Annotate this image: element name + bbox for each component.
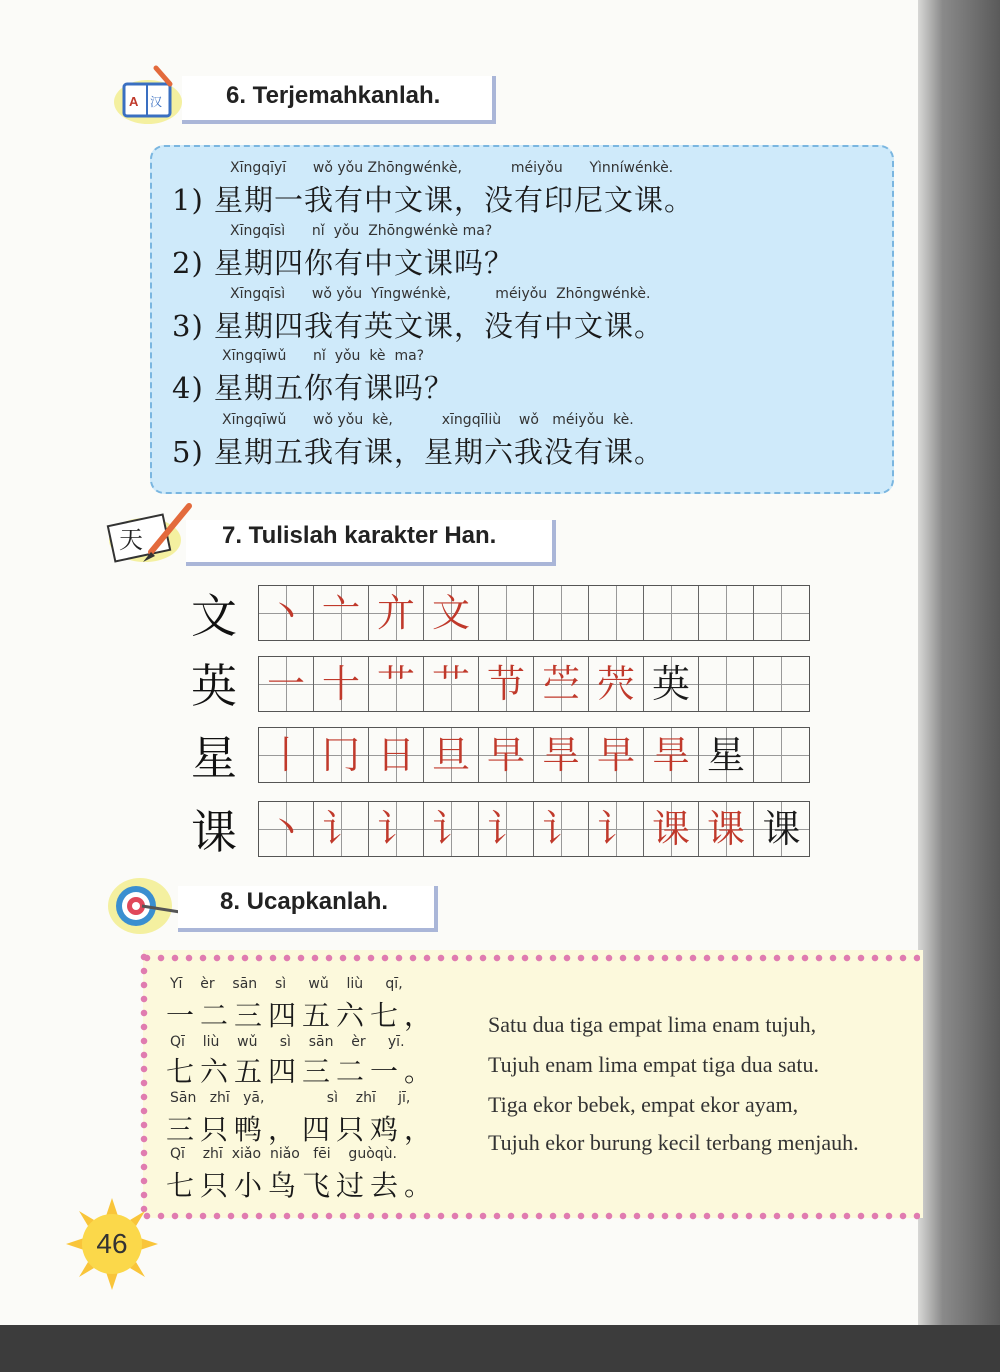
dotted-border-bottom [140, 1212, 920, 1220]
target-icon [106, 874, 184, 938]
translate-sentence-5: 5) 星期五我有课，星期六我没有课。 [172, 435, 664, 469]
translate-pinyin-2: Xīngqīsì nǐ yǒu Zhōngwénkè ma? [230, 223, 493, 239]
section-6-title: 6. Terjemahkanlah. [226, 82, 441, 109]
song-hanzi-1: 一二三四五六七， [166, 999, 439, 1032]
translate-sentence-1: 1) 星期一我有中文课，没有印尼文课。 [172, 183, 694, 217]
writing-char-2: 英 [191, 659, 237, 713]
svg-text:汉: 汉 [150, 95, 163, 109]
grid-cell: 课 [644, 802, 699, 856]
song-pinyin-1: Yī èr sān sì wǔ liù qī, [170, 976, 403, 992]
song-translation-2: Tujuh enam lima empat tiga dua satu. [488, 1052, 819, 1077]
section-8-title: 8. Ucapkanlah. [220, 888, 389, 915]
grid-cell: 日 [369, 728, 424, 782]
song-hanzi-2: 七六五四三二一。 [166, 1055, 439, 1088]
writing-grid-1 [258, 585, 810, 641]
grid-cell: 早 [589, 728, 644, 782]
grid-cell [644, 586, 699, 640]
grid-cell: 课 [699, 802, 754, 856]
song-pinyin-3: Sān zhī yā, sì zhī jī, [170, 1090, 411, 1106]
grid-cell: 丨 [259, 728, 314, 782]
grid-cell: 讠 [314, 802, 369, 856]
writing-char-1: 文 [191, 589, 237, 643]
translate-pinyin-5: Xīngqīwǔ wǒ yǒu kè, xīngqīliù wǒ méiyǒu kè. [222, 412, 634, 428]
translate-pinyin-1: Xīngqīyī wǒ yǒu Zhōngwénkè, méiyǒu Yìnníwénkè. [230, 160, 674, 176]
grid-cell: 讠 [589, 802, 644, 856]
grid-cell [699, 586, 754, 640]
grid-cell: 旱 [644, 728, 699, 782]
translate-pinyin-4: Xīngqīwǔ nǐ yǒu kè ma? [222, 348, 425, 364]
grid-cell: 丶 [259, 586, 314, 640]
song-translation-4: Tujuh ekor burung kecil terbang menjauh. [488, 1130, 859, 1155]
song-hanzi-3: 三只鸭，四只鸡， [166, 1113, 439, 1146]
grid-cell [699, 657, 754, 711]
dotted-border-left [140, 950, 148, 1218]
grid-cell [479, 586, 534, 640]
writing-char-3: 星 [191, 731, 237, 785]
grid-cell: 英 [644, 657, 699, 711]
svg-text:A: A [129, 94, 139, 109]
grid-cell: 课 [754, 802, 809, 856]
grid-cell [589, 586, 644, 640]
grid-cell: 亠 [314, 586, 369, 640]
grid-cell: 节 [479, 657, 534, 711]
song-pinyin-2: Qī liù wǔ sì sān èr yī. [170, 1034, 405, 1050]
page-number-badge [66, 1198, 158, 1290]
translate-sentence-4: 4) 星期五你有课吗？ [172, 371, 454, 405]
grid-cell: 讠 [369, 802, 424, 856]
grid-cell: 文 [424, 586, 479, 640]
writing-grid-3 [258, 727, 810, 783]
grid-cell: 丶 [259, 802, 314, 856]
grid-cell: 星 [699, 728, 754, 782]
grid-cell: 十 [314, 657, 369, 711]
writing-char-4: 课 [191, 805, 237, 859]
song-translation-1: Satu dua tiga empat lima enam tujuh, [488, 1012, 817, 1037]
grid-cell: 茓 [589, 657, 644, 711]
grid-cell [754, 657, 809, 711]
grid-cell: 讠 [424, 802, 479, 856]
song-pinyin-4: Qī zhī xiǎo niǎo fēi guòqù. [170, 1146, 397, 1162]
grid-cell: 亣 [369, 586, 424, 640]
book-icon [112, 62, 184, 126]
grid-cell: 艹 [369, 657, 424, 711]
grid-cell [534, 586, 589, 640]
song-hanzi-4: 七只小鸟飞过去。 [166, 1169, 439, 1202]
writing-grid-4 [258, 801, 810, 857]
brush-writing-icon [105, 502, 193, 568]
translate-sentence-3: 3) 星期四我有英文课，没有中文课。 [172, 309, 664, 343]
writing-grid-2 [258, 656, 810, 712]
grid-cell: 早 [479, 728, 534, 782]
bottom-shadow [0, 1325, 1000, 1372]
page-edge-shadow [918, 0, 1000, 1372]
section-7-title: 7. Tulislah karakter Han. [222, 522, 497, 549]
grid-cell: 讠 [479, 802, 534, 856]
page-number: 46 [96, 1228, 128, 1259]
grid-cell: 艹 [424, 657, 479, 711]
grid-cell: 冂 [314, 728, 369, 782]
grid-cell: 讠 [534, 802, 589, 856]
translate-sentence-2: 2) 星期四你有中文课吗？ [172, 246, 514, 280]
grid-cell: 苎 [534, 657, 589, 711]
grid-cell [754, 728, 809, 782]
grid-cell [754, 586, 809, 640]
grid-cell: 旦 [424, 728, 479, 782]
translate-pinyin-3: Xīngqīsì wǒ yǒu Yīngwénkè, méiyǒu Zhōngwénkè. [230, 286, 651, 302]
song-translation-3: Tiga ekor bebek, empat ekor ayam, [488, 1092, 799, 1117]
dotted-border-top [140, 954, 920, 962]
grid-cell: 旱 [534, 728, 589, 782]
svg-text:天: 天 [119, 526, 143, 554]
grid-cell: 一 [259, 657, 314, 711]
